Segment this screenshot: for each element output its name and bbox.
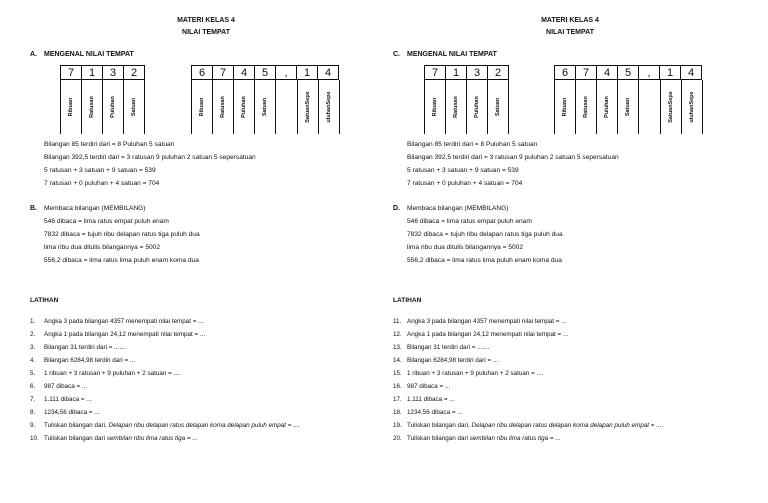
exercise-item: 10. Tuliskan bilangan dari sembilan ribu lima ratus tiga = ...	[30, 435, 198, 442]
digit-cell: 2	[487, 65, 509, 80]
digit-cell: 3	[102, 65, 124, 80]
section-c-heading	[393, 51, 497, 58]
digit-cell: 7	[575, 65, 597, 80]
section-title: MENGENAL NILAI TEMPAT	[44, 51, 134, 58]
place-label: Puluhan	[466, 80, 488, 134]
place-label: Satuan	[123, 80, 145, 134]
digit-cell: 4	[596, 65, 618, 80]
digit-cell: 6	[191, 65, 213, 80]
place-label: SatuanSepe	[660, 80, 682, 134]
place-label: Ratusan	[575, 80, 597, 134]
digit-cell: 7	[212, 65, 234, 80]
exercise-item: 8. 1234,56 dibaca = ...	[30, 409, 100, 416]
exercise-item: 6. 987 dibaca = ...	[30, 383, 88, 390]
place-label: Puluhan	[102, 80, 124, 134]
place-label: Puluhan	[233, 80, 255, 134]
title-materi: MATERI KELAS 4	[177, 17, 235, 24]
place-value-table-1	[424, 65, 509, 134]
exercise-item: 5. 1 ribuan + 3 ratusan + 9 puluhan + 2 satuan = ....	[30, 370, 181, 377]
digit-cell: 7	[424, 65, 446, 80]
title-nilai-tempat: NILAI TEMPAT	[182, 29, 230, 36]
exercise-item: 13. Bilangan 31 terdiri dari = .......	[393, 344, 490, 351]
digit-cell: 1	[659, 65, 681, 80]
place-label: Ribuan	[60, 80, 82, 134]
digit-cell: 5	[254, 65, 276, 80]
digit-cell: 4	[317, 65, 339, 80]
place-label: Satuan	[617, 80, 639, 134]
example-line: Bilangan 85 terdiri dari = 8 Puluhan 5 satuan	[44, 141, 175, 148]
section-title: Membaca bilangan (MEMBILANG)	[44, 205, 146, 212]
place-value-table-1	[60, 65, 145, 134]
digit-cell: 2	[123, 65, 145, 80]
latihan-heading: LATIHAN	[30, 297, 59, 304]
exercise-item: 4. Bilangan 6284,98 terdiri dari = ...	[30, 357, 136, 364]
exercise-item: 18. 1234,56 dibaca = ...	[393, 409, 463, 416]
place-label: Ribuan	[424, 80, 446, 134]
reading-line: 7832 dibaca = tujuh ribu delapan ratus tiga puluh dua	[44, 231, 200, 238]
digit-cell: 7	[60, 65, 82, 80]
place-value-table-2	[554, 65, 703, 134]
reading-line: 7832 dibaca = tujuh ribu delapan ratus tiga puluh dua	[407, 231, 563, 238]
exercise-item: 20. Tuliskan bilangan dari sembilan ribu lima ratus tiga = ...	[393, 435, 561, 442]
place-label: Puluhan	[596, 80, 618, 134]
section-letter: B.	[30, 205, 37, 212]
exercise-item: 14. Bilangan 6284,98 terdiri dari = ...	[393, 357, 499, 364]
place-label: Ribuan	[191, 80, 213, 134]
place-label: Ratusan	[445, 80, 467, 134]
example-line: 5 ratusan + 3 satuan + 9 satuan = 539	[407, 167, 519, 174]
place-label: Ratusan	[212, 80, 234, 134]
section-letter: D.	[393, 205, 400, 212]
section-b-heading	[30, 205, 146, 212]
reading-line: 556,2 dibaca = lima ratus lima puluh enam koma dua	[407, 257, 562, 264]
exercise-item: 1. Angka 3 pada bilangan 4357 menempati nilai tempat = ...	[30, 318, 204, 325]
exercise-item: 16. 987 dibaca = ...	[393, 383, 451, 390]
title-materi: MATERI KELAS 4	[541, 17, 599, 24]
section-a-heading	[30, 51, 134, 58]
exercise-item: 2. Angka 1 pada bilangan 24,12 menempati nilai tempat = ...	[30, 331, 206, 338]
section-letter: C.	[393, 51, 400, 58]
title-nilai-tempat: NILAI TEMPAT	[546, 29, 594, 36]
exercise-item: 19. Tuliskan bilangan dari, Delapan ribu delapan ratus delapan koma delapan puluh empat = ....	[393, 422, 664, 429]
exercise-item: 3. Bilangan 31 terdiri dari = .......	[30, 344, 127, 351]
digit-cell: 4	[680, 65, 702, 80]
exercise-item: 17. 1.111 dibaca = ...	[393, 396, 455, 403]
place-label: SatuanSepe	[297, 80, 319, 134]
place-label: Ribuan	[554, 80, 576, 134]
place-label: uluhanSepe	[318, 80, 340, 134]
exercise-item: 7. 1.111 dibaca = ...	[30, 396, 92, 403]
place-label-empty	[639, 80, 661, 134]
example-line: Bilangan 85 terdiri dari = 8 Puluhan 5 satuan	[407, 141, 538, 148]
exercise-item: 11. Angka 3 pada bilangan 4357 menempati nilai tempat = ...	[393, 318, 567, 325]
digit-cell: 1	[445, 65, 467, 80]
place-label: Satuan	[254, 80, 276, 134]
exercise-item: 15. 1 ribuan + 3 ratusan + 9 puluhan + 2 satuan = ....	[393, 370, 544, 377]
section-d-heading	[393, 205, 509, 212]
digit-cell: 5	[617, 65, 639, 80]
example-line: 7 ratusan + 0 puluhan + 4 satuan = 704	[44, 180, 160, 187]
reading-line: lima ribu dua ditulis bilangannya = 5002	[44, 244, 161, 251]
reading-line: 556,2 dibaca = lima ratus lima puluh enam koma dua	[44, 257, 199, 264]
example-line: 7 ratusan + 0 puluhan + 4 satuan = 704	[407, 180, 523, 187]
digit-cell: 1	[296, 65, 318, 80]
exercise-item: 9. Tuliskan bilangan dari, Delapan ribu delapan ratus delapan koma delapan puluh empat = ....	[30, 422, 301, 429]
latihan-heading: LATIHAN	[393, 297, 422, 304]
section-letter: A.	[30, 51, 37, 58]
place-label: Satuan	[487, 80, 509, 134]
reading-line: lima ribu dua ditulis bilangannya = 5002	[407, 244, 524, 251]
digit-cell: 4	[233, 65, 255, 80]
section-title: Membaca bilangan (MEMBILANG)	[407, 205, 509, 212]
example-line: Bilangan 392,5 terdiri dari = 3 ratusan 9 puluhan 2 satuan 5 sepersatuan	[407, 154, 619, 161]
place-value-table-2	[191, 65, 340, 134]
place-label: Ratusan	[81, 80, 103, 134]
digit-cell: 3	[466, 65, 488, 80]
example-line: 5 ratusan + 3 satuan + 9 satuan = 539	[44, 167, 156, 174]
reading-line: 546 dibaca = lima ratus empat puluh enam	[44, 218, 169, 225]
comma-cell: ,	[638, 65, 660, 80]
place-label: uluhanSepe	[681, 80, 703, 134]
example-line: Bilangan 392,5 terdiri dari = 3 ratusan 9 puluhan 2 satuan 5 sepersatuan	[44, 154, 256, 161]
digit-cell: 6	[554, 65, 576, 80]
digit-cell: 1	[81, 65, 103, 80]
section-title: MENGENAL NILAI TEMPAT	[407, 51, 497, 58]
place-label-empty	[276, 80, 298, 134]
comma-cell: ,	[275, 65, 297, 80]
worksheet-right	[384, 0, 768, 503]
exercise-item: 12. Angka 1 pada bilangan 24,12 menempati nilai tempat = ...	[393, 331, 569, 338]
reading-line: 546 dibaca = lima ratus empat puluh enam	[407, 218, 532, 225]
